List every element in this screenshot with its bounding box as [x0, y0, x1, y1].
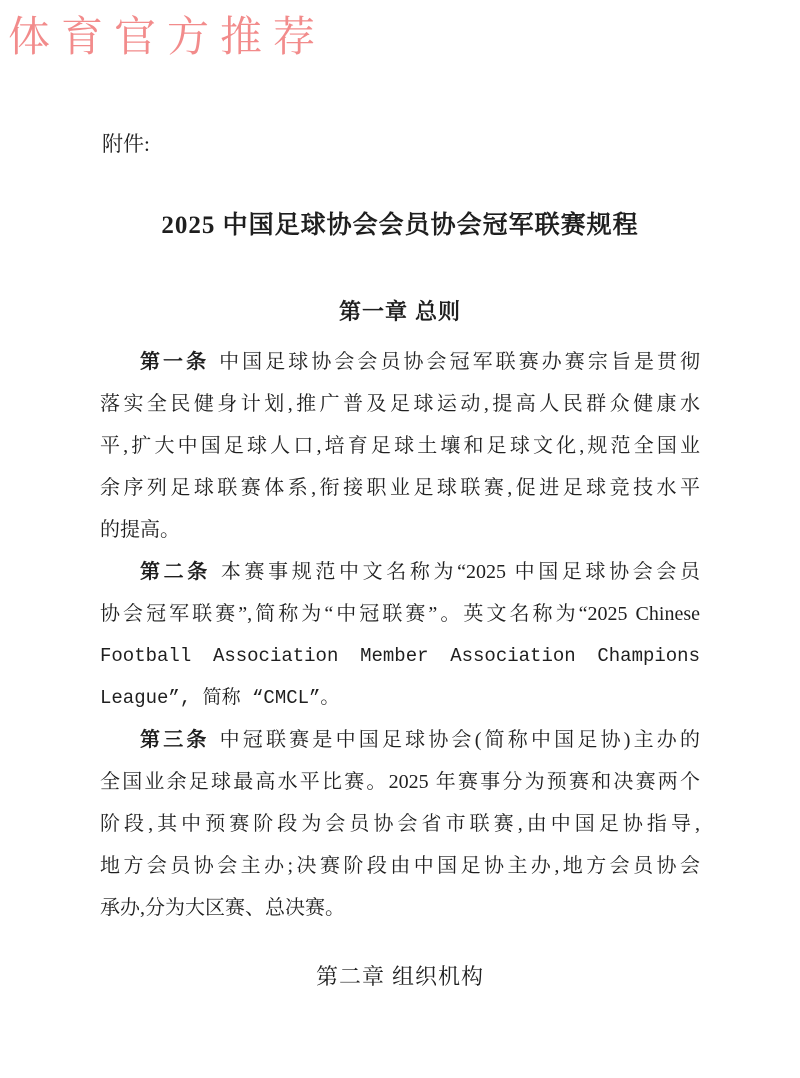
- text-line: 落实全民健身计划,推广普及足球运动,提高人民群众健康水: [100, 393, 700, 415]
- text-line: [100, 551, 700, 593]
- article-2: [100, 551, 700, 719]
- text-line: Football Association Member Association Champions: [100, 645, 700, 667]
- text-line: 阶段,其中预赛阶段为会员协会省市联赛,由中国足协指导,: [100, 813, 700, 835]
- article-3-first-line: 中冠联赛是中国足球协会(简称中国足协)主办的: [219, 729, 700, 751]
- text-line: [100, 341, 700, 383]
- text-line: 承办,分为大区赛、总决赛。: [100, 897, 345, 919]
- article-3-term: 第三条: [140, 729, 210, 751]
- article-3: [100, 719, 700, 929]
- text-line: 的提高。: [100, 519, 180, 541]
- article-2-first-line: 本赛事规范中文名称为“2025 中国足球协会会员: [220, 561, 700, 583]
- chapter-1-heading: 第一章 总则: [338, 299, 462, 324]
- article-1-term: 第一条: [140, 351, 210, 373]
- text-line: 余序列足球联赛体系,衔接职业足球联赛,促进足球竞技水平: [100, 477, 700, 499]
- article-2-term: 第二条: [140, 561, 211, 583]
- text-line: 全国业余足球最高水平比赛。2025 年赛事分为预赛和决赛两个: [100, 771, 700, 793]
- text-line: 协会冠军联赛”,简称为“中冠联赛”。英文名称为“2025 Chinese: [100, 603, 700, 625]
- article-1: [100, 341, 700, 551]
- document-title: 2025 中国足球协会会员协会冠军联赛规程: [161, 212, 639, 239]
- articles-body: [100, 341, 700, 929]
- document-content: [100, 0, 700, 991]
- attachment-label: 附件:: [102, 132, 150, 156]
- chapter-2-heading: 第二章 组织机构: [315, 964, 485, 989]
- article-1-first-line: 中国足球协会会员协会冠军联赛办赛宗旨是贯彻: [219, 351, 700, 373]
- text-line: League”, 简称 “CMCL”。: [100, 687, 340, 709]
- text-line: [100, 719, 700, 761]
- watermark-text: 体育官方推荐: [8, 15, 327, 61]
- text-line: 平,扩大中国足球人口,培育足球土壤和足球文化,规范全国业: [100, 435, 700, 457]
- text-line: 地方会员协会主办;决赛阶段由中国足协主办,地方会员协会: [100, 855, 700, 877]
